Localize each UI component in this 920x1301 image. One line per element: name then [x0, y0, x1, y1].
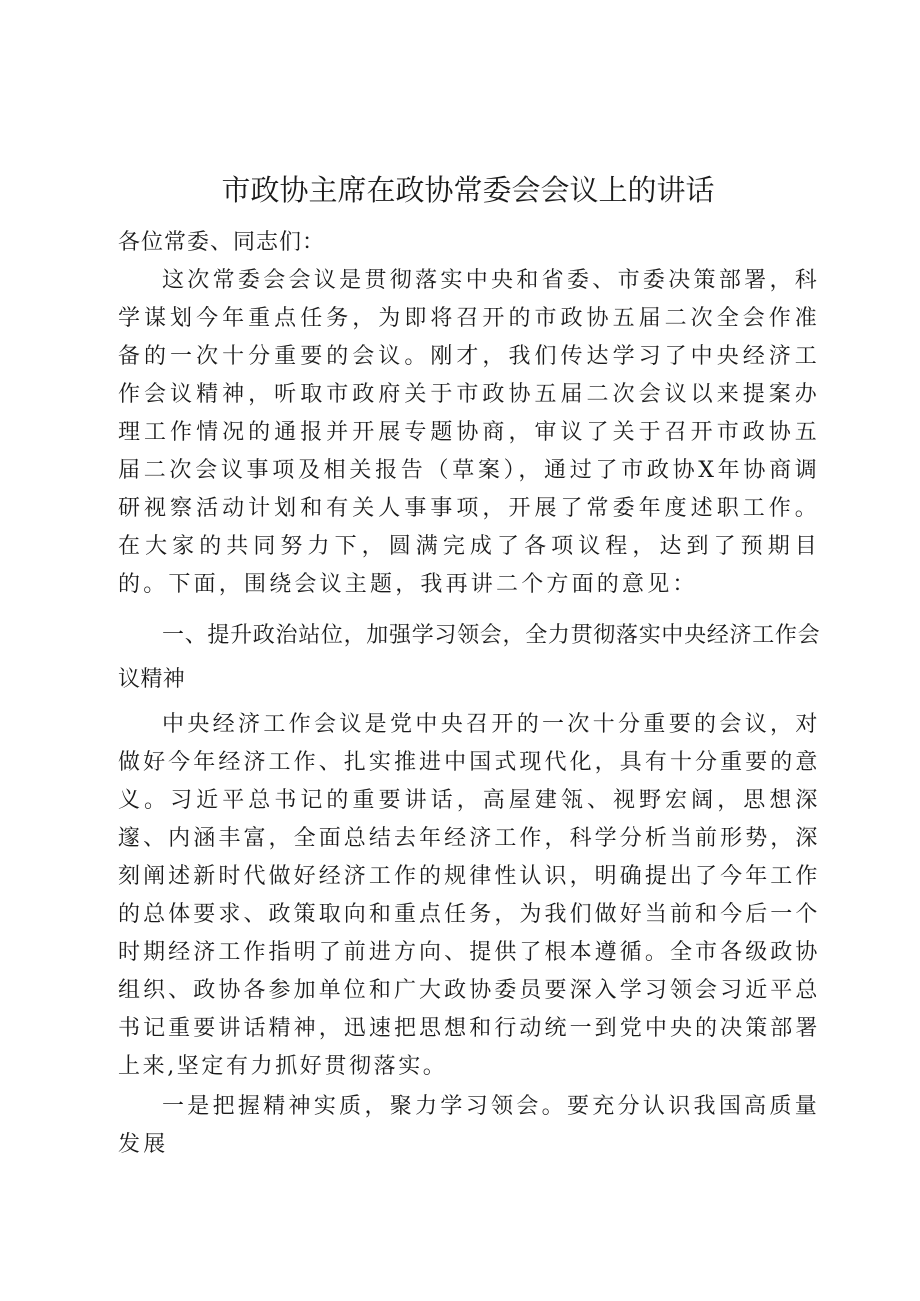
section-heading-1: 一、提升政治站位，加强学习领会，全力贯彻落实中央经济工作会议精神: [118, 623, 820, 692]
paragraph-opening: 这次常委会会议是贯彻落实中央和省委、市委决策部署，科学谋划今年重点任务，为即将召开的市政协五届二次全会作准备的一次十分重要的会议。刚才，我们传达学习了中央经济工作会议精神，听取市政府关于市政协五届二次会议以来提案办理工作情况的通报并开展专题协商，审议了关于召开市政协五届二次会议事项及相关报告（草案），通过了市政协X年协商调研视察活动计划和有关人事事项，开展了常委年度述职工作。在大家的共同努力下，圆满完成了各项议程，达到了预期目的。下面，围绕会议主题，我再讲二个方面的意见：: [118, 268, 820, 597]
paragraph-section-1: 中央经济工作会议是党中央召开的一次十分重要的会议，对做好今年经济工作、扎实推进中国式现代化，具有十分重要的意义。习近平总书记的重要讲话，高屋建瓴、视野宏阔，思想深邃、内涵丰富，全面总结去年经济工作，科学分析当前形势，深刻阐述新时代做好经济工作的规律性认识，明确提出了今年工作的总体要求、政策取向和重点任务，为我们做好当前和今后一个时期经济工作指明了前进方向、提供了根本遵循。全市各级政协组织、政协各参加单位和广大政协委员要深入学习领会习近平总书记重要讲话精神，迅速把思想和行动统一到党中央的决策部署上来,坚定有力抓好贯彻落实。: [118, 712, 820, 1079]
salutation: 各位常委、同志们：: [118, 230, 326, 255]
paragraph-point-1: 一是把握精神实质，聚力学习领会。要充分认识我国高质量发展: [118, 1094, 820, 1157]
document-title: 市政协主席在政协常委会会议上的讲话: [221, 173, 715, 207]
